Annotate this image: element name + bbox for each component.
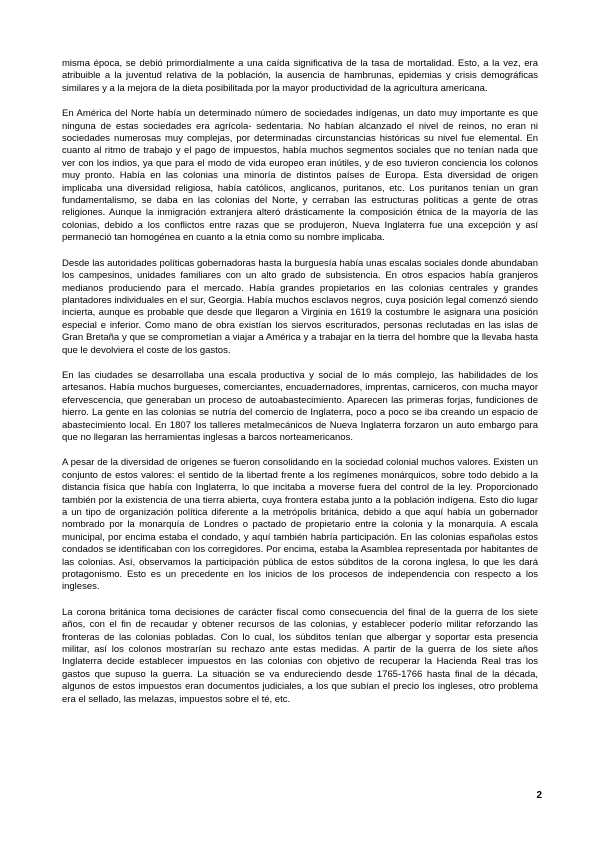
paragraph-indigenous-societies: En América del Norte había un determinado número de sociedades indígenas, un dato muy importante es que ninguna de estas sociedades era agrícola- sedentaria. No habían alcanzado el nivel de reinos, no eran ni sociedades numerosas muy complejas, por determinadas circunstancias históricas su nivel fue elemental. En cuanto al ritmo de trabajo y el pago de impuestos, había muchos segmentos sociales que no tenían nada que ver con los indios, ya que para el modo de vida europeo eran inútiles, y de eso tuvieron conciencia los colonos muy pronto. Había en las colonias una minoría de distintos países de Europa. Esta diversidad de origen implicaba una diversidad religiosa, había católicos, anglicanos, puritanos, etc. Los puritanos tenían un gran fundamentalismo, se daba en las colonias del Norte, y cerraban las estructuras políticas a gente de otras religiones. Aunque la inmigración extranjera alteró drásticamente la composición étnica de la mayoría de las colonias, debido a los conflictos entre razas que se produjeron, Nueva Inglaterra fue una excepción y así permaneció tan homogénea en cuanto a la etnia como su nombre implicaba. xyxy=(62,108,538,244)
paragraph-british-crown-taxes: La corona británica toma decisiones de carácter fiscal como consecuencia del final de la guerra de los siete años, con el fin de recaudar y obtener recursos de las colonias, y establecer poderío militar reforzando las fronteras de las colonias pobladas. Con lo cual, los súbditos tenían que albergar y soportar esta presencia militar, así los colonos mostrarían su rechazo ante estas medidas. A partir de la guerra de los siete años Inglaterra decide establecer impuestos en las colonias con objetivo de recuperar la Hacienda Real tras los gastos que supuso la guerra. La situación se va endureciendo desde 1765-1766 hasta final de la década, algunos de estos impuestos eran documentos judiciales, a los que subían el precio los ingleses, otro problema era el sellado, las melazas, impuestos sobre el té, etc. xyxy=(62,606,538,705)
page-number: 2 xyxy=(536,790,542,801)
paragraph-colonial-values: A pesar de la diversidad de orígenes se fueron consolidando en la sociedad colonial muchos valores. Existen un conjunto de estos valores: el sentido de la libertad frente a los regímenes monárquicos, sobre todo debido a la distancia física que había con Inglaterra, lo que incitaba a moverse fuera del control de la ley. Proporcionado también por la existencia de una tierra abierta, cuya frontera estaba junto a la población indígena. Esto dio lugar a un tipo de organización política diferente a la metrópolis británica, debido a que aquí había un gobernador nombrado por la monarquía de Londres o pactado de propietario entre la colonia y la monarquía. A escala municipal, por encima estaba el condado, y aquí también habría participación. En las colonias españolas estos condados se identificaban con los corregidores. Por encima, estaba la Asamblea representada por habitantes de las colonias. Así, observamos la participación pública de estos súbditos de la corona inglesa, lo que les dará protagonismo. Esto es un precedente en los inicios de los procesos de independencia con respecto a los ingleses. xyxy=(62,457,538,593)
paragraph-mortality: misma época, se debió primordialmente a una caída significativa de la tasa de mortalidad. Esto, a la vez, era atribuible a la juventud relativa de la población, la ausencia de hambrunas, epidemias y crisis demográficas similares y a la mejora de la dieta posibilitada por la mayor productividad de la agricultura americana. xyxy=(62,58,538,94)
paragraph-cities-artisans: En las ciudades se desarrollaba una escala productiva y social de lo más complejo, las habilidades de los artesanos. Había muchos burgueses, comerciantes, encuadernadores, imprentas, carniceros, con mucha mayor efervescencia, que generaban un proceso de autoabastecimiento. Aparecen las primeras forjas, fundiciones de hierro. La gente en las colonias se nutría del comercio de Inglaterra, poco a poco se iba creando un espacio de abastecimiento local. En 1807 los talleres metalmecánicos de Nueva Inglaterra forzaron un auto embargo para que no llegaran las herramientas inglesas a barcos norteamericanos. xyxy=(62,369,538,443)
paragraph-social-scales: Desde las autoridades políticas gobernadoras hasta la burguesía había unas escalas sociales donde abundaban los campesinos, unidades familiares con un alto grado de subsistencia. En otros espacios había granjeros medianos produciendo para el mercado. Había grandes propietarios en las colonias centrales y grandes plantadores individuales en el sur, Georgia. Había muchos esclavos negros, cuya posición legal comenzó siendo incierta, aunque es probable que desde que llegaron a Virginia en 1619 la costumbre le asignara una posición especial e inferior. Como mano de obra existían los siervos escriturados, personas reclutadas en las islas de Gran Bretaña y que se comprometían a viajar a América y a trabajar en la tierra del hombre que la llevaba hasta que le devolviera el coste de los gastos. xyxy=(62,257,538,356)
